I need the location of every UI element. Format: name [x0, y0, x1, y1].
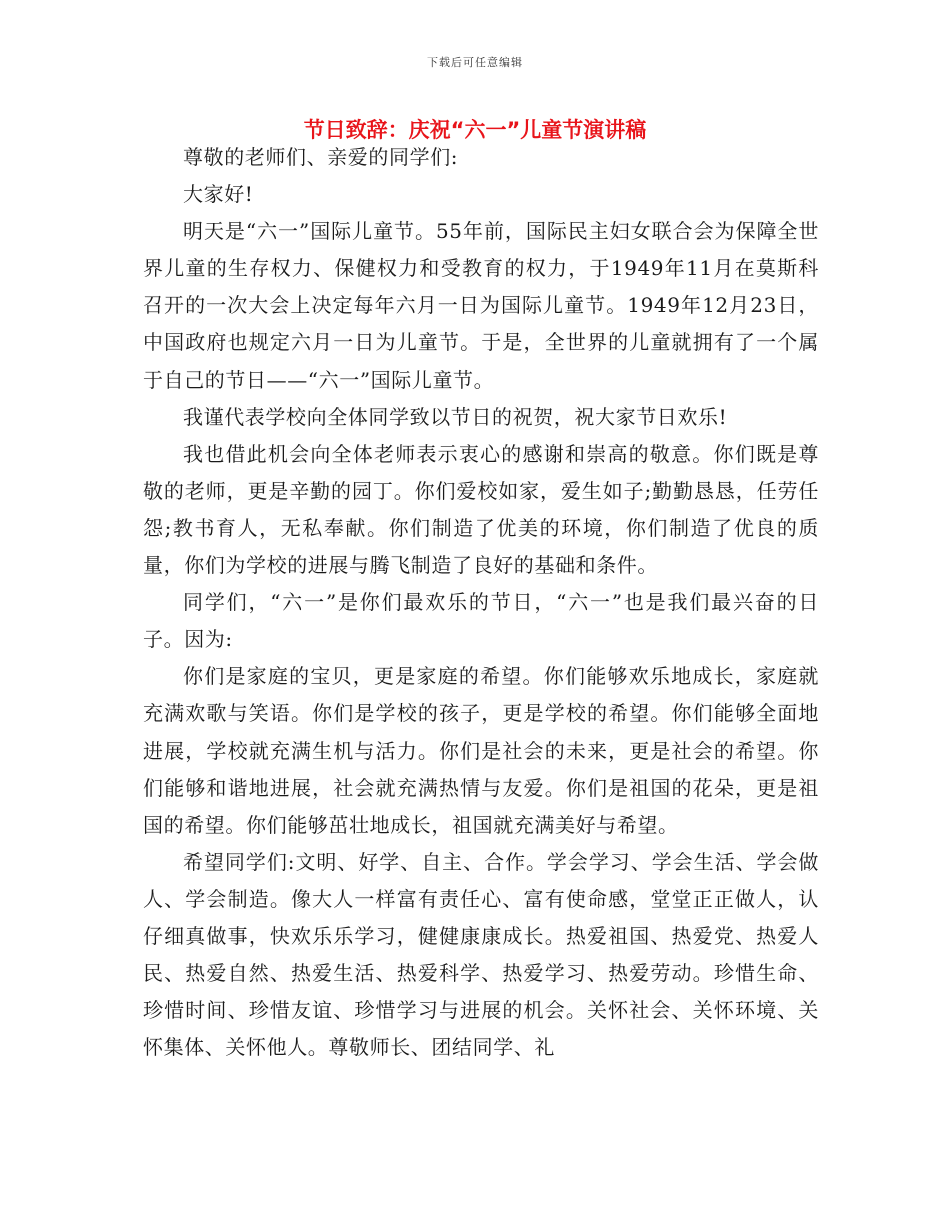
- paragraph-congratulation: 我谨代表学校向全体同学致以节日的祝贺，祝大家节日欢乐!: [183, 404, 728, 429]
- paragraph-salutation: 尊敬的老师们、亲爱的同学们:: [183, 145, 459, 169]
- paragraph-hope-of-family: 你们是家庭的宝贝，更是家庭的希望。你们能够欢乐地成长，家庭就充满欢歌与笑语。你们是学校的孩子，更是学校的希望。你们能够全面地进展，学校就充满生机与活力。你们是社会的未来，更是社会的希望。你们能够和谐地进展，社会就充满热情与友爱。你们是祖国的花朵，更是祖国的希望。你们能够茁壮地成长，祖国就充满美好与希望。: [143, 664, 819, 837]
- header-note: 下载后可任意编辑: [427, 56, 523, 69]
- document-body: [143, 139, 819, 1066]
- paragraph-students-intro: 同学们，“六一”是你们最欢乐的节日，“六一”也是我们最兴奋的日子。因为:: [143, 590, 819, 652]
- document-title: 节日致辞：庆祝“六一”儿童节演讲稿: [303, 118, 647, 142]
- paragraph-teachers: 我也借此机会向全体老师表示衷心的感谢和崇高的敬意。你们既是尊敬的老师，更是辛勤的园丁。你们爱校如家，爱生如子;勤勤恳恳，任劳任怨;教书育人，无私奉献。你们制造了优美的环境，你们制造了优良的质量，你们为学校的进展与腾飞制造了良好的基础和条件。: [143, 441, 820, 578]
- paragraph-greeting: 大家好!: [183, 182, 254, 207]
- paragraph-history: 明天是“六一”国际儿童节。55年前，国际民主妇女联合会为保障全世界儿童的生存权力、保健权力和受教育的权力，于1949年11月在莫斯科召开的一次大会上决定每年六月一日为国际儿童节。1949年12月23日，中国政府也规定六月一日为儿童节。于是，全世界的儿童就拥有了一个属于自己的节日——“六一”国际儿童节。: [143, 219, 819, 392]
- paragraph-wishes: 希望同学们:文明、好学、自主、合作。学会学习、学会生活、学会做人、学会制造。像大人一样富有责任心、富有使命感，堂堂正正做人，认仔细真做事，快欢乐乐学习，健健康康成长。热爱祖国、热爱党、热爱人民、热爱自然、热爱生活、热爱科学、热爱学习、热爱劳动。珍惜生命、珍惜时间、珍惜友谊、珍惜学习与进展的机会。关怀社会、关怀环境、关怀集体、关怀他人。尊敬师长、团结同学、礼: [143, 849, 819, 1060]
